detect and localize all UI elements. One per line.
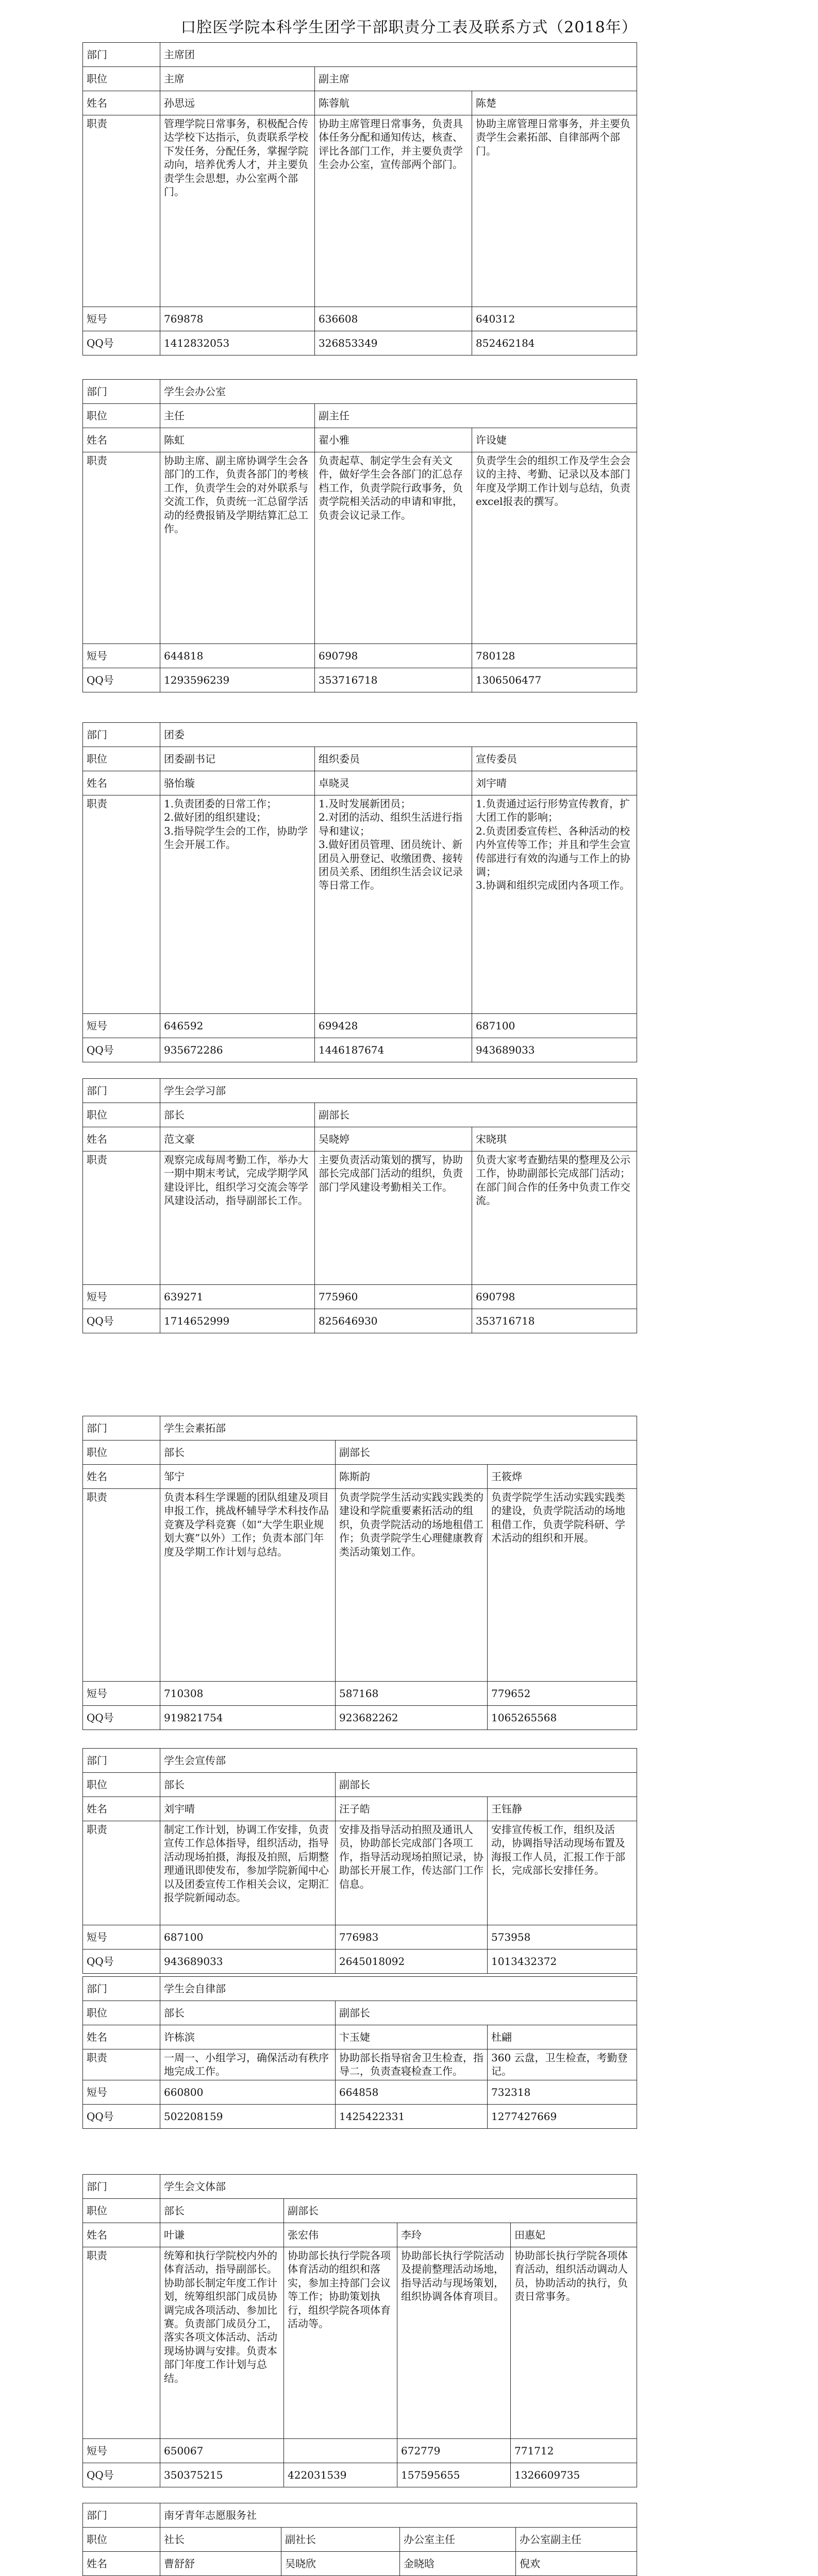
member-duty: 负责学院学生活动实践实践类的建设和学院重要素拓活动的组织，负责学院活动的场地租借工作；负责学院学生心理健康教育类活动策划工作。: [336, 1489, 488, 1682]
member-name: 张宏伟: [284, 2223, 397, 2247]
member-qq: 502208159: [160, 2104, 336, 2128]
section-table: [82, 1976, 637, 2129]
dept-label: 部门: [83, 43, 160, 67]
member-phone: 687100: [472, 1014, 637, 1038]
member-duty: 协助主席管理日常事务，并主要负责学生会素拓部、自律部两个部门。: [472, 115, 637, 307]
dept-name: 学生会自律部: [160, 1977, 637, 2001]
member-name: 吴晓欣: [281, 2552, 400, 2576]
member-qq: 935672286: [160, 1038, 315, 1062]
position-title: 部长: [160, 1103, 315, 1127]
position-title: 部长: [160, 2199, 284, 2223]
position-label: 职位: [83, 1440, 160, 1465]
position-title: 部长: [160, 1773, 336, 1797]
member-qq: 825646930: [315, 1309, 472, 1333]
position-label: 职位: [83, 2001, 160, 2025]
member-name: 曹舒舒: [160, 2552, 281, 2576]
duty-label: 职责: [83, 2049, 160, 2080]
member-phone: 769878: [160, 307, 315, 331]
member-duty: 协助主席管理日常事务，负责具体任务分配和通知传达，核查、评比各部门工作，并主要负责学生会办公室，宣传部两个部门。: [315, 115, 472, 307]
position-title: 副社长: [281, 2528, 400, 2552]
member-phone: 639271: [160, 1285, 315, 1309]
member-duty: 主要负责活动策划的撰写，协助部长完成部门活动的组织，负责部门学风建设考勤相关工作。: [315, 1151, 472, 1285]
member-qq: 1277427669: [488, 2104, 637, 2128]
dept-name: 学生会文体部: [160, 2175, 637, 2199]
section-table: [82, 42, 637, 355]
member-qq: 1306506477: [472, 668, 637, 692]
qq-label: QQ号: [83, 2104, 160, 2128]
duty-label: 职责: [83, 1489, 160, 1682]
section-table: [82, 379, 637, 692]
member-duty: 制定工作计划，协调工作安排，负责宣传工作总体指导，组织活动，指导活动现场拍摄，海报及拍照，后期整理通讯即使发布，参加学院新闻中心以及团委宣传工作相关会议，定期汇报学院新闻动态。: [160, 1821, 336, 1925]
member-name: 陈虹: [160, 428, 315, 452]
member-qq: 353716718: [472, 1309, 637, 1333]
member-name: 杜翩: [488, 2025, 637, 2049]
name-label: 姓名: [83, 428, 160, 452]
member-name: 汪子皓: [336, 1797, 488, 1821]
member-name: 吴晓婷: [315, 1127, 472, 1151]
qq-label: QQ号: [83, 1950, 160, 1974]
member-name: 卓晓灵: [315, 771, 472, 795]
dept-label: 部门: [83, 723, 160, 747]
phone-label: 短号: [83, 2080, 160, 2104]
member-name: 刘宇晴: [472, 771, 637, 795]
position-title: 部长: [160, 1440, 336, 1465]
member-qq: 350375215: [160, 2463, 284, 2487]
member-phone: 780128: [472, 644, 637, 668]
member-phone: 732318: [488, 2080, 637, 2104]
position-title: 副部长: [336, 2001, 637, 2025]
member-phone: 644818: [160, 644, 315, 668]
position-title: 副部长: [315, 1103, 637, 1127]
member-phone: 640312: [472, 307, 637, 331]
member-qq: 943689033: [160, 1950, 336, 1974]
member-qq: 326853349: [315, 331, 472, 355]
member-phone: 771712: [511, 2439, 637, 2463]
dept-name: 南牙青年志愿服务社: [160, 2503, 637, 2528]
section-table: [82, 722, 637, 1062]
dept-label: 部门: [83, 1079, 160, 1103]
member-phone: 690798: [472, 1285, 637, 1309]
dept-label: 部门: [83, 1416, 160, 1440]
position-label: 职位: [83, 404, 160, 428]
name-label: 姓名: [83, 2025, 160, 2049]
member-name: 王筱烨: [488, 1465, 637, 1489]
member-qq: 1446187674: [315, 1038, 472, 1062]
position-title: 宣传委员: [472, 747, 637, 771]
member-duty: 统筹和执行学院校内外的体育活动，指导副部长。协助部长制定年度工作计划，统筹组织部门成员协调完成各项活动、参加比赛。负责部门成员分工，落实各项文体活动、活动现场协调与安排。负责本部门年度工作计划与总结。: [160, 2247, 284, 2439]
member-name: 李玲: [397, 2223, 511, 2247]
dept-label: 部门: [83, 2503, 160, 2528]
position-title: 部长: [160, 2001, 336, 2025]
member-name: 宋晓琪: [472, 1127, 637, 1151]
member-duty: 1.及时发展新团员； 2.对团的活动、组织生活进行指导和建议； 3.做好团员管理、团员统计、新团员入册登记、收缴团费、接转团员关系、团组织生活会议记录等日常工作。: [315, 795, 472, 1014]
name-label: 姓名: [83, 91, 160, 115]
member-qq: 852462184: [472, 331, 637, 355]
member-qq: 943689033: [472, 1038, 637, 1062]
member-name: 许栋滨: [160, 2025, 336, 2049]
phone-label: 短号: [83, 1014, 160, 1038]
member-duty: 协助部长执行学院各项体育活动，组织活动调动人员，协助活动的执行，负责日常事务。: [511, 2247, 637, 2439]
member-phone: 646592: [160, 1014, 315, 1038]
section-table: [82, 1078, 637, 1333]
duty-label: 职责: [83, 795, 160, 1014]
member-name: 田惠妃: [511, 2223, 637, 2247]
member-duty: 观察完成每周考勤工作，举办大一期中期末考试，完成学期学风建设评比，组织学习交流会等学风建设活动，指导副部长工作。: [160, 1151, 315, 1285]
member-name: 骆怡璇: [160, 771, 315, 795]
duty-label: 职责: [83, 2247, 160, 2439]
member-name: 范文豪: [160, 1127, 315, 1151]
member-duty: 1.负责团委的日常工作； 2.做好团的组织建设； 3.指导院学生会的工作，协助学生会开展工作。: [160, 795, 315, 1014]
member-qq: 157595655: [397, 2463, 511, 2487]
member-duty: 负责学院学生活动实践实践类的建设，负责学院活动的场地租借工作，负责学院科研、学术活动的组织和开展。: [488, 1489, 637, 1682]
member-name: 王钰静: [488, 1797, 637, 1821]
name-label: 姓名: [83, 2223, 160, 2247]
position-label: 职位: [83, 747, 160, 771]
member-phone: 636608: [315, 307, 472, 331]
member-phone: 650067: [160, 2439, 284, 2463]
member-phone: 699428: [315, 1014, 472, 1038]
dept-name: 团委: [160, 723, 637, 747]
member-phone: 710308: [160, 1682, 336, 1706]
position-title: 主席: [160, 67, 315, 91]
position-title: 副部长: [336, 1440, 637, 1465]
duty-label: 职责: [83, 115, 160, 307]
member-duty: 协助主席、副主席协调学生会各部门的工作，负责各部门的考核工作，负责学生会的对外联系与交流工作，负责统一汇总留学活动的经费报销及学期结算汇总工作。: [160, 452, 315, 644]
member-duty: 负责大家考查勤结果的整理及公示工作，协助副部长完成部门活动；在部门间合作的任务中负责工作交流。: [472, 1151, 637, 1285]
position-title: 副主任: [315, 404, 637, 428]
member-name: 金晓晗: [400, 2552, 516, 2576]
member-name: 刘宇晴: [160, 1797, 336, 1821]
qq-label: QQ号: [83, 1038, 160, 1062]
name-label: 姓名: [83, 2552, 160, 2576]
member-phone: [284, 2439, 397, 2463]
phone-label: 短号: [83, 307, 160, 331]
member-name: 邹宁: [160, 1465, 336, 1489]
section-table: [82, 1416, 637, 1730]
member-phone: 672779: [397, 2439, 511, 2463]
member-name: 陈蓉航: [315, 91, 472, 115]
position-title: 团委副书记: [160, 747, 315, 771]
position-title: 组织委员: [315, 747, 472, 771]
member-qq: 2645018092: [336, 1950, 488, 1974]
phone-label: 短号: [83, 2439, 160, 2463]
dept-name: 主席团: [160, 43, 637, 67]
member-qq: 1425422331: [336, 2104, 488, 2128]
position-title: 办公室主任: [400, 2528, 516, 2552]
phone-label: 短号: [83, 1925, 160, 1950]
member-duty: 协助部长指导宿舍卫生检查，指导二，负责查寝检查工作。: [336, 2049, 488, 2080]
dept-label: 部门: [83, 1749, 160, 1773]
dept-label: 部门: [83, 1977, 160, 2001]
member-phone: 690798: [315, 644, 472, 668]
qq-label: QQ号: [83, 2463, 160, 2487]
member-phone: 587168: [336, 1682, 488, 1706]
position-label: 职位: [83, 2199, 160, 2223]
member-name: 陈斯韵: [336, 1465, 488, 1489]
position-title: 主任: [160, 404, 315, 428]
member-name: 孙思远: [160, 91, 315, 115]
position-title: 社长: [160, 2528, 281, 2552]
position-title: 办公室副主任: [516, 2528, 637, 2552]
section-table: [82, 2503, 637, 2576]
member-name: 叶谦: [160, 2223, 284, 2247]
member-phone: 573958: [488, 1925, 637, 1950]
member-duty: 一周一、小组学习，确保活动有秩序地完成工作。: [160, 2049, 336, 2080]
member-duty: 安排宣传板工作，组织及活动，协调指导活动现场布置及海报工作人员，汇报工作于部长，完成部长安排任务。: [488, 1821, 637, 1925]
member-qq: 1326609735: [511, 2463, 637, 2487]
member-qq: 422031539: [284, 2463, 397, 2487]
name-label: 姓名: [83, 771, 160, 795]
position-title: 副部长: [336, 1773, 637, 1797]
member-qq: 923682262: [336, 1706, 488, 1730]
member-phone: 664858: [336, 2080, 488, 2104]
duty-label: 职责: [83, 1151, 160, 1285]
duty-label: 职责: [83, 452, 160, 644]
member-name: 翟小雅: [315, 428, 472, 452]
member-name: 倪欢: [516, 2552, 637, 2576]
member-phone: 776983: [336, 1925, 488, 1950]
name-label: 姓名: [83, 1465, 160, 1489]
member-qq: 1714652999: [160, 1309, 315, 1333]
member-qq: 1412832053: [160, 331, 315, 355]
phone-label: 短号: [83, 1682, 160, 1706]
section-table: [82, 1748, 637, 1974]
member-duty: 负责本科生学课题的团队组建及项目申报工作，挑战杯辅导学术科技作品竞赛及学科竞赛（如“大学生职业规划大赛”以外）工作；负责本部门年度及学期工作计划与总结。: [160, 1489, 336, 1682]
qq-label: QQ号: [83, 1309, 160, 1333]
dept-label: 部门: [83, 380, 160, 404]
position-label: 职位: [83, 1773, 160, 1797]
dept-name: 学生会学习部: [160, 1079, 637, 1103]
position-label: 职位: [83, 67, 160, 91]
member-duty: 协助部长执行学院各项体育活动的组织和落实，参加主持部门会议等工作；协助策划执行，组织学院各项体育活动等。: [284, 2247, 397, 2439]
name-label: 姓名: [83, 1797, 160, 1821]
member-name: 卞玉婕: [336, 2025, 488, 2049]
qq-label: QQ号: [83, 668, 160, 692]
section-table: [82, 2174, 637, 2487]
member-duty: 360 云盘，卫生检查，考勤登记。: [488, 2049, 637, 2080]
position-title: 副主席: [315, 67, 637, 91]
dept-name: 学生会宣传部: [160, 1749, 637, 1773]
member-duty: 安排及指导活动拍照及通讯人员，协助部长完成部门各项工作，指导活动现场拍照记录，协助部长开展工作，传达部门工作信息。: [336, 1821, 488, 1925]
member-qq: 1013432372: [488, 1950, 637, 1974]
member-phone: 660800: [160, 2080, 336, 2104]
member-duty: 负责起草、制定学生会有关文件，做好学生会各部门的汇总存档工作，负责学院行政事务，负责学院相关活动的申请和审批，负责会议记录工作。: [315, 452, 472, 644]
dept-name: 学生会办公室: [160, 380, 637, 404]
phone-label: 短号: [83, 1285, 160, 1309]
position-label: 职位: [83, 1103, 160, 1127]
position-title: 副部长: [284, 2199, 637, 2223]
dept-label: 部门: [83, 2175, 160, 2199]
qq-label: QQ号: [83, 331, 160, 355]
name-label: 姓名: [83, 1127, 160, 1151]
document-title: 口腔医学院本科学生团学干部职责分工表及联系方式（2018年）: [180, 19, 638, 37]
position-label: 职位: [83, 2528, 160, 2552]
member-duty: 管理学院日常事务，积极配合传达学校下达指示，负责联系学校下发任务，分配任务，掌握学院动向，培养优秀人才，并主要负责学生会思想，办公室两个部门。: [160, 115, 315, 307]
member-name: 陈楚: [472, 91, 637, 115]
member-qq: 919821754: [160, 1706, 336, 1730]
member-duty: 协助部长执行学院活动及提前整理活动场地，指导活动与现场策划，组织协调各体育项目。: [397, 2247, 511, 2439]
duty-label: 职责: [83, 1821, 160, 1925]
member-phone: 779652: [488, 1682, 637, 1706]
member-name: 许设婕: [472, 428, 637, 452]
phone-label: 短号: [83, 644, 160, 668]
member-qq: 353716718: [315, 668, 472, 692]
member-phone: 687100: [160, 1925, 336, 1950]
dept-name: 学生会素拓部: [160, 1416, 637, 1440]
member-duty: 1.负责通过运行形势宣传教育，扩大团工作的影响； 2.负责团委宣传栏、各种活动的校内外宣传等工作；并且和学生会宣传部进行有效的沟通与工作上的协调； 3.协调和组织完成团内各项工作。: [472, 795, 637, 1014]
member-phone: 775960: [315, 1285, 472, 1309]
member-qq: 1293596239: [160, 668, 315, 692]
member-qq: 1065265568: [488, 1706, 637, 1730]
qq-label: QQ号: [83, 1706, 160, 1730]
member-duty: 负责学生会的组织工作及学生会会议的主持、考勤、记录以及本部门年度及学期工作计划与总结，负责excel报表的撰写。: [472, 452, 637, 644]
